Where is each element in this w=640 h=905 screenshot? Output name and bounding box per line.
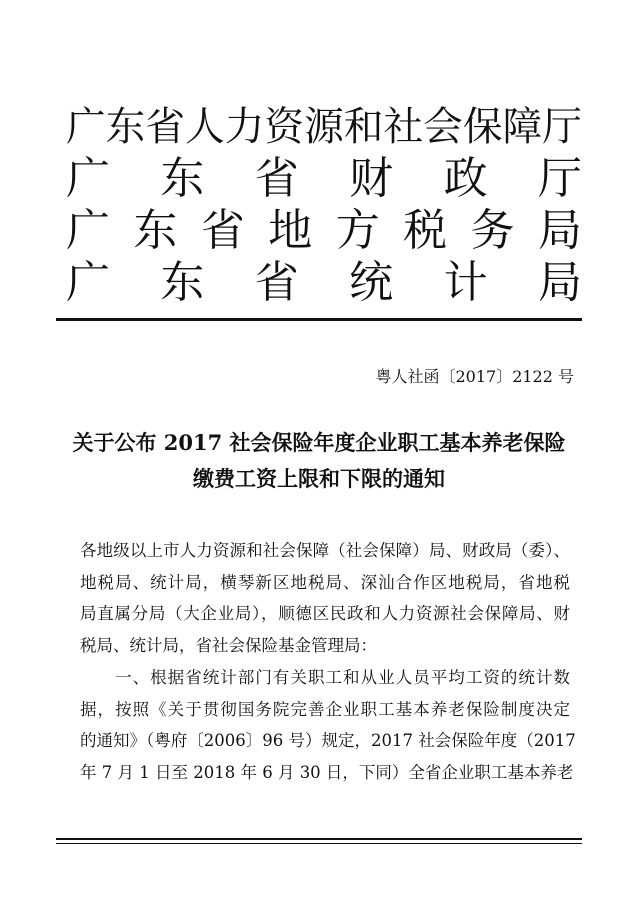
issuer-char: 东 (160, 257, 205, 308)
body-line: 年 7 月 1 日至 2018 年 6 月 30 日，下同）全省企业职工基本养老 (80, 762, 574, 782)
issuer-char: 统 (349, 257, 394, 308)
body-line: 的通知》（粤府〔2006〕96 号）规定，2017 社会保险年度（2017 (80, 731, 576, 751)
document-body (80, 535, 576, 789)
header-divider (56, 318, 582, 321)
document-title-line-1: 关于公布 2017 社会保险年度企业职工基本养老保险 (72, 430, 566, 455)
issuer-line-2 (66, 154, 582, 204)
issuer-char: 省 (200, 205, 245, 256)
issuer-char: 广 (66, 153, 110, 204)
issuer-line-4 (66, 258, 582, 308)
issuer-char: 省 (254, 153, 299, 204)
issuer-char: 税 (403, 205, 448, 256)
issuer-char: 财 (349, 153, 394, 204)
issuer-char: 省 (254, 257, 299, 308)
issuer-char: 政 (443, 153, 488, 204)
issuer-char: 方 (335, 205, 380, 256)
body-line: 一、根据省统计部门有关职工和从业人员平均工资的统计数 (80, 667, 570, 687)
footer-divider-bottom (56, 843, 582, 844)
footer-divider-top (56, 838, 582, 840)
issuer-char: 地 (268, 205, 313, 256)
issuer-line-1 (66, 102, 582, 152)
issuer-char: 东 (160, 153, 205, 204)
document-title-line-2: 缴费工资上限和下限的通知 (193, 466, 445, 491)
issuer-char: 广 (66, 257, 110, 308)
body-line: 地税局、统计局，横琴新区地税局、深汕合作区地税局，省地税 (80, 572, 570, 592)
issuer-char: 广 (66, 205, 110, 256)
issuer-char: 厅 (537, 153, 582, 204)
body-line: 局直属分局（大企业局），顺德区民政和人力资源社会保障局、财 (80, 604, 570, 624)
issuer-line-3 (66, 206, 582, 256)
body-line: 税局、统计局，省社会保险基金管理局： (80, 636, 377, 656)
issuer-char: 局 (537, 257, 582, 308)
issuer-char: 务 (470, 205, 515, 256)
document-number: 粤人社函〔2017〕2122 号 (375, 367, 574, 386)
issuer-char: 局 (537, 205, 582, 256)
issuer-char: 计 (443, 257, 488, 308)
issuer-char: 东 (133, 205, 178, 256)
body-line: 据，按照《关于贯彻国务院完善企业职工基本养老保险制度决定 (80, 699, 570, 719)
issuer-name-1: 广东省人力资源和社会保障厅 (66, 104, 582, 150)
body-line: 各地级以上市人力资源和社会保障（社会保障）局、财政局（委）、 (80, 541, 570, 560)
